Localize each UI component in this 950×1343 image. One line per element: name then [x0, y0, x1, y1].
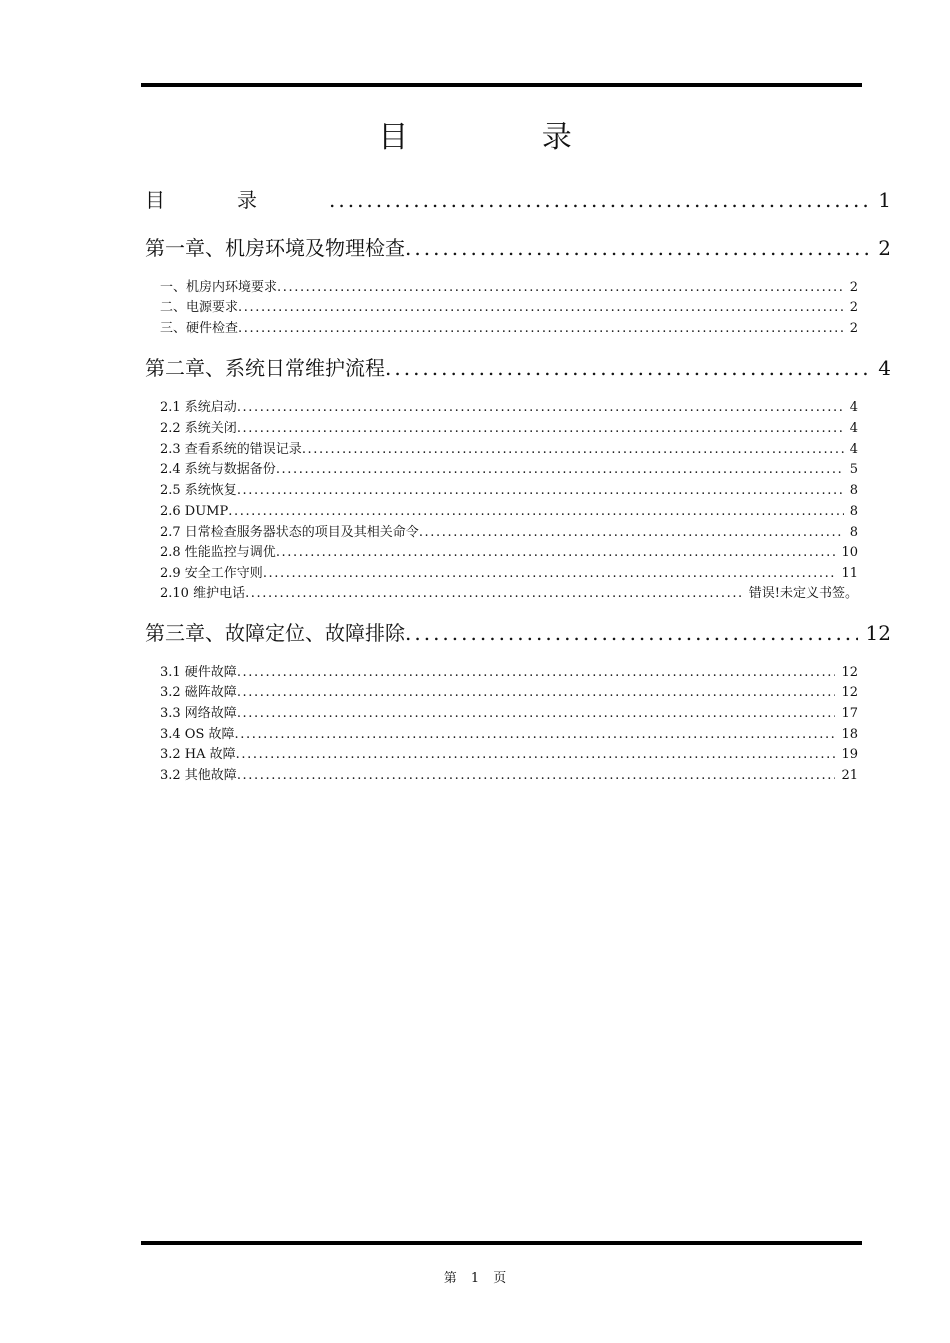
toc-entry[interactable]: [160, 543, 858, 563]
toc-page: 19: [841, 747, 858, 762]
toc-leader: [302, 440, 844, 460]
toc-label: 一、机房内环境要求: [160, 280, 278, 295]
toc-label: 三、硬件检查: [160, 321, 239, 336]
toc-page: 4: [849, 421, 858, 436]
toc-label: 2.7 日常检查服务器状态的项目及其相关命令: [160, 525, 419, 540]
toc-entry[interactable]: [160, 502, 858, 522]
toc-label: 2.5 系统恢复: [160, 483, 237, 498]
footer-rule: [141, 1241, 862, 1245]
toc-leader: [237, 419, 844, 439]
toc-page: 8: [849, 525, 858, 540]
toc-entry[interactable]: [160, 440, 858, 460]
toc-page: 11: [841, 566, 858, 581]
toc-entry[interactable]: [160, 298, 858, 318]
toc-label: 2.3 查看系统的错误记录: [160, 442, 302, 457]
toc-page: 2: [878, 236, 891, 260]
toc-leader: [405, 234, 870, 262]
toc-leader: [237, 766, 836, 786]
toc-page: 5: [849, 462, 858, 477]
toc-leader: [276, 460, 844, 480]
toc-page: 12: [841, 665, 858, 680]
toc-leader: [245, 584, 743, 604]
toc-label: 3.1 硬件故障: [160, 665, 237, 680]
toc-page: 12: [841, 685, 858, 700]
toc-page: 18: [841, 727, 858, 742]
toc-label: 3.2 HA 故障: [160, 747, 236, 762]
toc-label: 2.10 维护电话: [160, 586, 246, 601]
toc-label: 3.2 磁阵故障: [160, 685, 237, 700]
toc-entry[interactable]: [160, 398, 858, 418]
toc-label: 2.2 系统关闭: [160, 421, 237, 436]
toc-entry-chapter-2[interactable]: [145, 354, 891, 382]
toc-label: 第三章、故障定位、故障排除: [145, 621, 405, 645]
toc-leader: [263, 564, 836, 584]
toc-entry[interactable]: [160, 725, 858, 745]
toc-leader: [405, 619, 858, 647]
toc-label: 第一章、机房环境及物理检查: [145, 236, 405, 260]
toc-label: 2.1 系统启动: [160, 400, 237, 415]
toc-page: 2: [849, 321, 858, 336]
toc-label: 目录: [145, 188, 329, 212]
toc-entry[interactable]: [160, 481, 858, 501]
toc-entry-chapter-3[interactable]: [145, 619, 891, 647]
toc-entry-chapter-1[interactable]: [145, 234, 891, 262]
toc-leader: [236, 745, 836, 765]
toc-leader: [277, 278, 844, 298]
toc-leader: [419, 523, 844, 543]
toc-entry[interactable]: [160, 663, 858, 683]
toc-entry[interactable]: [160, 278, 858, 298]
toc-leader: [238, 298, 844, 318]
toc-entry[interactable]: [160, 460, 858, 480]
toc-page: 17: [841, 706, 858, 721]
toc-leader: [329, 186, 870, 214]
toc-leader: [235, 725, 836, 745]
toc-label: 2.6 DUMP: [160, 504, 229, 519]
toc-label: 3.4 OS 故障: [160, 727, 235, 742]
toc-leader: [385, 354, 870, 382]
toc-page: 8: [849, 504, 858, 519]
toc-leader: [237, 704, 836, 724]
toc-label: 2.4 系统与数据备份: [160, 462, 276, 477]
toc-label: 2.8 性能监控与调优: [160, 545, 276, 560]
toc-page: 4: [849, 442, 858, 457]
toc-page-error: 错误!未定义书签。: [748, 586, 858, 601]
toc-entry[interactable]: [160, 564, 858, 584]
toc-leader: [237, 683, 836, 703]
document-title: 目 录: [378, 120, 634, 155]
toc-leader: [228, 502, 843, 522]
toc-leader: [237, 398, 844, 418]
toc-label: 2.9 安全工作守则: [160, 566, 263, 581]
toc-label: 第二章、系统日常维护流程: [145, 356, 385, 380]
toc-entry[interactable]: [160, 319, 858, 339]
toc-leader: [238, 319, 844, 339]
toc-page: 4: [849, 400, 858, 415]
toc-page: 4: [878, 356, 891, 380]
toc-page: 1: [878, 188, 891, 212]
toc-leader: [276, 543, 836, 563]
toc-page: 10: [841, 545, 858, 560]
toc-entry[interactable]: [160, 683, 858, 703]
toc-page: 21: [841, 768, 858, 783]
toc-entry[interactable]: [160, 745, 858, 765]
toc-page: 2: [849, 280, 858, 295]
toc-leader: [237, 481, 844, 501]
toc-page: 8: [849, 483, 858, 498]
toc-page: 2: [849, 300, 858, 315]
toc-entry[interactable]: [160, 419, 858, 439]
toc-label: 3.3 网络故障: [160, 706, 237, 721]
toc-label: 二、电源要求: [160, 300, 239, 315]
toc-page: 12: [865, 621, 891, 645]
toc-entry[interactable]: [160, 584, 858, 604]
toc-entry[interactable]: [160, 523, 858, 543]
toc-label: 3.2 其他故障: [160, 768, 237, 783]
toc-entry[interactable]: [160, 704, 858, 724]
toc-entry[interactable]: [160, 766, 858, 786]
toc-entry-toc[interactable]: [145, 186, 891, 214]
header-rule: [141, 83, 862, 87]
page-footer: 第 1 页: [443, 1271, 507, 1286]
toc-leader: [237, 663, 836, 683]
